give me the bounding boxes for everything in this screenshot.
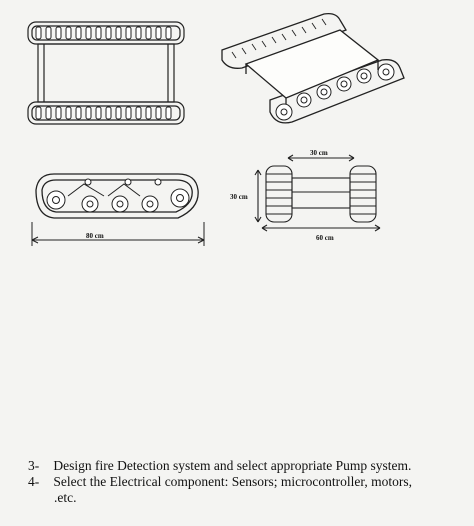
item-number: 3- (28, 458, 40, 473)
item-text: Select the Electrical component: Sensors; microcontroller, motors, (53, 474, 412, 489)
list-item-continuation (14, 490, 464, 506)
item-number: 4- (28, 474, 40, 489)
chassis-top-view-drawing (24, 14, 190, 132)
item-text: .etc. (54, 490, 77, 505)
front-height-dimension-label: 30 cm (230, 193, 248, 201)
side-length-dimension-label: 80 cm (86, 232, 104, 240)
list-item (14, 474, 464, 490)
chassis-isometric-drawing (212, 8, 412, 134)
front-width-dimension-label: 60 cm (316, 234, 334, 242)
list-item (14, 458, 464, 474)
requirements-list (14, 458, 464, 506)
chassis-front-view-drawing (230, 146, 390, 244)
item-text: Design fire Detection system and select appropriate Pump system. (53, 458, 412, 473)
chassis-side-view-drawing (28, 160, 218, 252)
front-inner-width-dimension-label: 30 cm (310, 149, 328, 157)
